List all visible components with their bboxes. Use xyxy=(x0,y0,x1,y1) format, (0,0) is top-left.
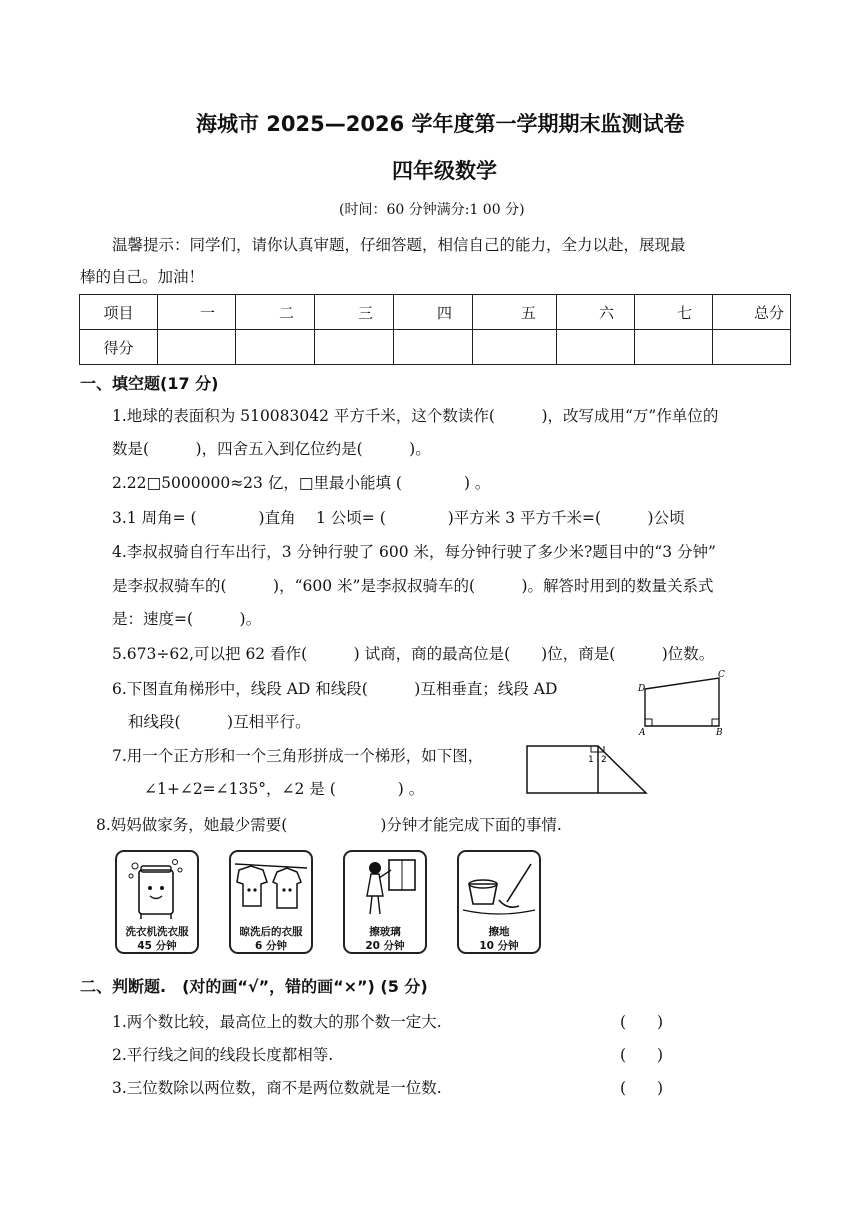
chore-card-hanging xyxy=(229,850,313,954)
header-cell: 六 xyxy=(557,295,635,330)
score-cell[interactable] xyxy=(557,330,635,365)
chore-card-washing xyxy=(115,850,199,954)
header-cell: 三 xyxy=(315,295,394,330)
question-3: 3.1 周角= ( )直角 1 公顷= ( )平方米 3 平方千米=( )公顷 xyxy=(112,509,685,527)
question-1-line-1: 1.地球的表面积为 510083042 平方千米，这个数读作( )，改写成用“万”作单位的 xyxy=(112,407,719,425)
header-cell: 项目 xyxy=(80,295,158,330)
score-row-label: 得分 xyxy=(80,330,158,365)
question-7-line-2: ∠1+∠2=∠135°，∠2 是 ( ) 。 xyxy=(144,780,425,798)
header-cell: 总分 xyxy=(713,295,791,330)
chore-time: 6 分钟 xyxy=(255,940,287,952)
question-2: 2.22□5000000≈23 亿，□里最小能填 ( ) 。 xyxy=(112,474,491,492)
chore-task: 晾洗后的衣服 xyxy=(239,926,303,938)
score-cell[interactable] xyxy=(394,330,473,365)
question-5: 5.673÷62,可以把 62 看作( ) 试商，商的最高位是( )位，商是( )位数。 xyxy=(112,645,715,663)
right-trapezoid-figure xyxy=(632,668,742,740)
trapezoid-label-c: C xyxy=(718,670,725,680)
trapezoid-label-a: A xyxy=(639,728,646,738)
section1-heading: 一、填空题(17 分) xyxy=(80,374,219,393)
exam-subtitle: 四年级数学 xyxy=(392,159,497,183)
angle-1-label: 1 xyxy=(588,755,594,765)
judge-item-2: 2.平行线之间的线段长度都相等. xyxy=(112,1046,334,1064)
header-cell: 五 xyxy=(473,295,557,330)
mop-icon xyxy=(459,852,539,924)
chore-task: 擦地 xyxy=(488,926,510,938)
chore-card-window xyxy=(343,850,427,954)
judge-answer-3[interactable]: ( ) xyxy=(620,1079,664,1097)
question-1-line-2: 数是( )，四舍五入到亿位约是( )。 xyxy=(112,440,431,458)
exam-title: 海城市 2025—2026 学年度第一学期期末监测试卷 xyxy=(196,112,685,136)
trapezoid-label-b: B xyxy=(716,728,723,738)
score-cell[interactable] xyxy=(315,330,394,365)
time-note: (时间：60 分钟满分:1 00 分) xyxy=(339,202,525,218)
score-cell[interactable] xyxy=(473,330,557,365)
chore-task: 洗衣机洗衣服 xyxy=(125,926,189,938)
score-table-header-row xyxy=(80,295,791,330)
judge-item-3: 3.三位数除以两位数，商不是两位数就是一位数. xyxy=(112,1079,442,1097)
chore-task: 擦玻璃 xyxy=(369,926,401,938)
section2-heading: 二、判断题. (对的画“√”，错的画“×”) (5 分) xyxy=(80,977,428,996)
score-cell[interactable] xyxy=(236,330,315,365)
score-cell[interactable] xyxy=(635,330,713,365)
tip-line-1: 温馨提示：同学们，请你认真审题，仔细答题，相信自己的能力，全力以赴，展现最 xyxy=(112,236,686,254)
score-table-score-row xyxy=(80,330,791,365)
angle-2-label: 2 xyxy=(601,755,607,765)
question-8: 8.妈妈做家务，她最少需要( )分钟才能完成下面的事情. xyxy=(96,816,562,834)
judge-answer-1[interactable]: ( ) xyxy=(620,1013,664,1031)
score-table xyxy=(79,294,791,365)
chore-time: 20 分钟 xyxy=(365,940,405,952)
question-4-line-1: 4.李叔叔骑自行车出行，3 分钟行驶了 600 米，每分钟行驶了多少米?题目中的“3 分钟” xyxy=(112,543,716,561)
header-cell: 二 xyxy=(236,295,315,330)
chore-time: 45 分钟 xyxy=(137,940,177,952)
header-cell: 四 xyxy=(394,295,473,330)
washing-machine-icon xyxy=(117,852,197,924)
score-cell[interactable] xyxy=(158,330,236,365)
header-cell: 七 xyxy=(635,295,713,330)
square-triangle-trapezoid-figure xyxy=(524,742,652,798)
window-cleaning-icon xyxy=(345,852,425,924)
judge-answer-2[interactable]: ( ) xyxy=(620,1046,664,1064)
chore-time: 10 分钟 xyxy=(479,940,519,952)
question-7-line-1: 7.用一个正方形和一个三角形拼成一个梯形，如下图， xyxy=(112,747,484,765)
chore-card-mopping xyxy=(457,850,541,954)
tip-line-2: 棒的自己。加油！ xyxy=(80,268,205,286)
question-6-line-1: 6.下图直角梯形中，线段 AD 和线段( )互相垂直；线段 AD xyxy=(112,680,558,698)
trapezoid-label-d: D xyxy=(638,684,646,694)
question-6-line-2: 和线段( )互相平行。 xyxy=(128,713,311,731)
hanging-clothes-icon xyxy=(231,852,311,924)
score-cell[interactable] xyxy=(713,330,791,365)
question-4-line-3: 是：速度=( )。 xyxy=(112,610,262,628)
question-4-line-2: 是李叔叔骑车的( )，“600 米”是李叔叔骑车的( )。解答时用到的数量关系式 xyxy=(112,577,714,595)
judge-item-1: 1.两个数比较，最高位上的数大的那个数一定大. xyxy=(112,1013,442,1031)
header-cell: 一 xyxy=(158,295,236,330)
